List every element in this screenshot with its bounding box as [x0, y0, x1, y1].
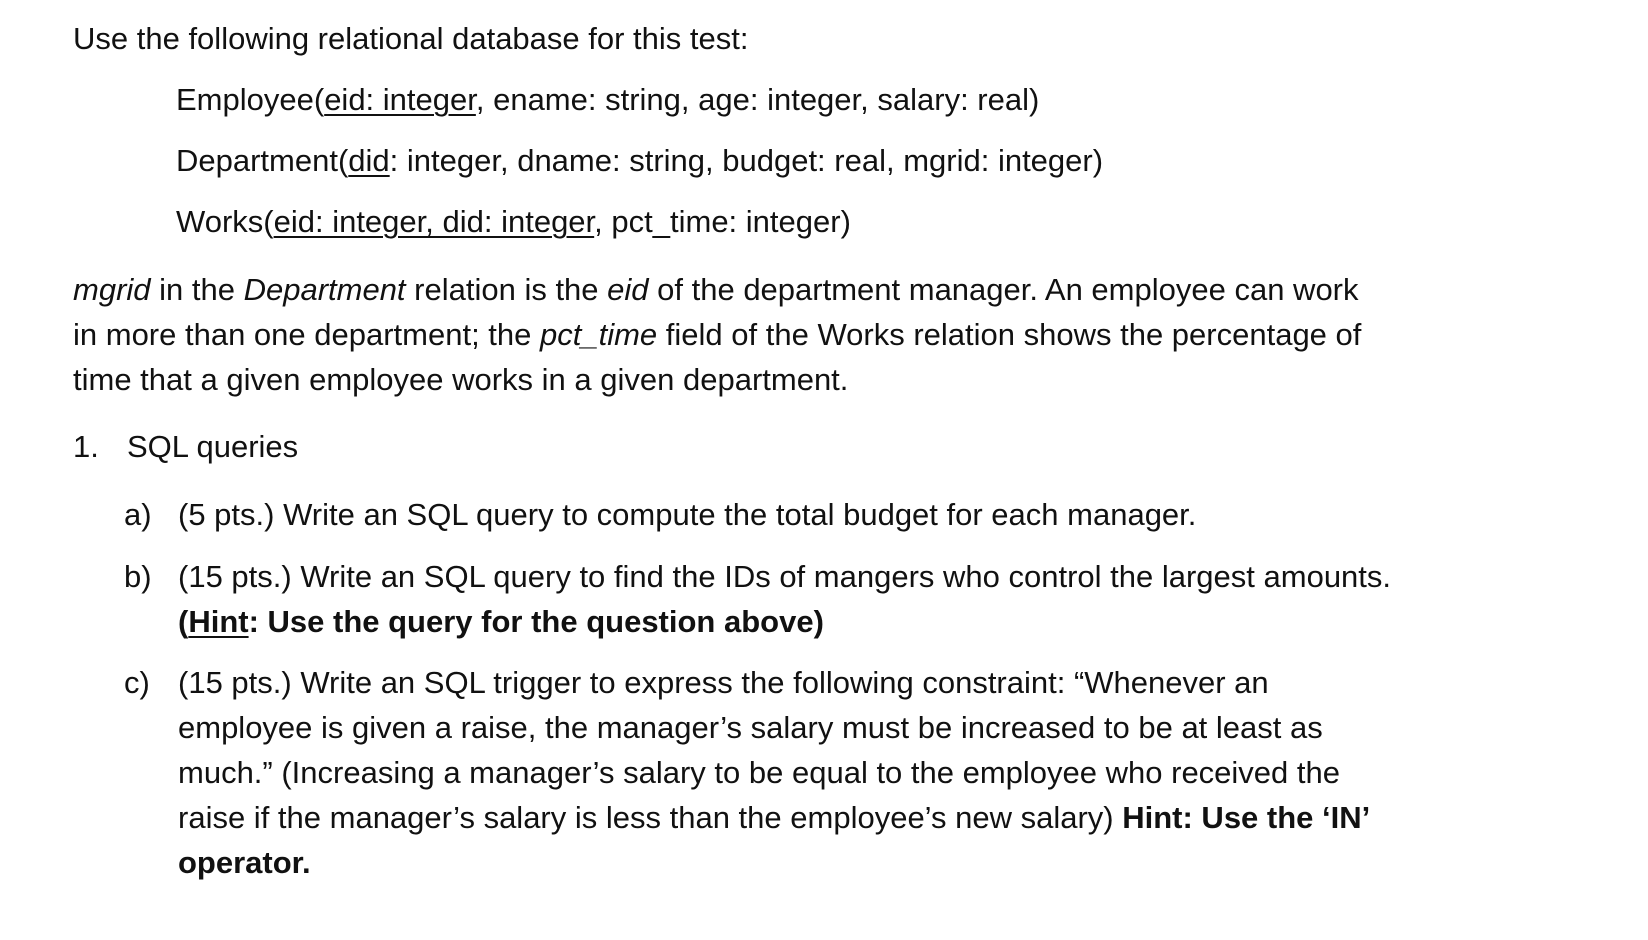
schema-department-name: Department(	[176, 143, 349, 178]
question-b-label: b)	[124, 559, 152, 594]
question-c-line-5: operator.	[178, 845, 311, 880]
question-c-text: (15 pts.) Write an SQL trigger to express the following constraint: “Whenever an	[178, 665, 1269, 700]
question-c-label: c)	[124, 665, 150, 700]
description-text: in the	[150, 272, 244, 307]
question-c-line-2: employee is given a raise, the manager’s salary must be increased to be at least as	[178, 710, 1323, 745]
description-line-1	[73, 266, 1359, 314]
schema-department-attrs: : integer, dname: string, budget: real, mgrid: integer)	[389, 143, 1104, 178]
schema-employee	[176, 76, 1039, 124]
description-text: relation is the	[405, 272, 608, 307]
term-mgrid: mgrid	[73, 272, 151, 307]
hint-paren: (	[178, 604, 189, 639]
schema-employee-key: eid: integer	[324, 82, 476, 117]
description-line-2	[73, 311, 1361, 359]
description-text: of the department manager. An employee can work	[648, 272, 1359, 307]
hint-text: : Use the query for the question above)	[248, 604, 824, 639]
question-c-line-3: much.” (Increasing a manager’s salary to be equal to the employee who received the	[178, 755, 1341, 790]
question-b-text: (15 pts.) Write an SQL query to find the IDs of mangers who control the largest amounts.	[178, 559, 1392, 594]
schema-works-key: eid: integer, did: integer	[273, 204, 595, 239]
schema-department	[176, 137, 1103, 185]
schema-works-name: Works(	[176, 204, 274, 239]
question-c-line-1	[124, 659, 1269, 707]
question-a-text: (5 pts.) Write an SQL query to compute the total budget for each manager.	[178, 497, 1197, 532]
term-pct-time: pct_time	[540, 317, 658, 352]
term-department: Department	[243, 272, 406, 307]
schema-works-attrs: , pct_time: integer)	[594, 204, 851, 239]
description-line-3: time that a given employee works in a given department.	[73, 362, 849, 397]
schema-employee-attrs: , ename: string, age: integer, salary: real)	[475, 82, 1040, 117]
description-text: field of the Works relation shows the percentage of	[657, 317, 1362, 352]
hint-word: Hint	[188, 604, 249, 639]
question-b	[124, 553, 1391, 601]
schema-employee-name: Employee(	[176, 82, 325, 117]
intro-text: Use the following relational database for this test:	[73, 21, 749, 56]
question-c-line-4	[178, 794, 1370, 842]
description-text: in more than one department; the	[73, 317, 541, 352]
schema-department-key: did	[348, 143, 390, 178]
term-eid: eid	[607, 272, 649, 307]
section-heading	[73, 423, 298, 471]
question-a	[124, 491, 1196, 539]
schema-works	[176, 198, 851, 246]
question-c-text: raise if the manager’s salary is less than the employee’s new salary)	[178, 800, 1123, 835]
section-number: 1.	[73, 429, 99, 464]
question-c-hint: Hint: Use the ‘IN’	[1122, 800, 1371, 835]
section-title: SQL queries	[127, 429, 299, 464]
question-a-label: a)	[124, 497, 152, 532]
question-b-hint	[178, 598, 824, 646]
